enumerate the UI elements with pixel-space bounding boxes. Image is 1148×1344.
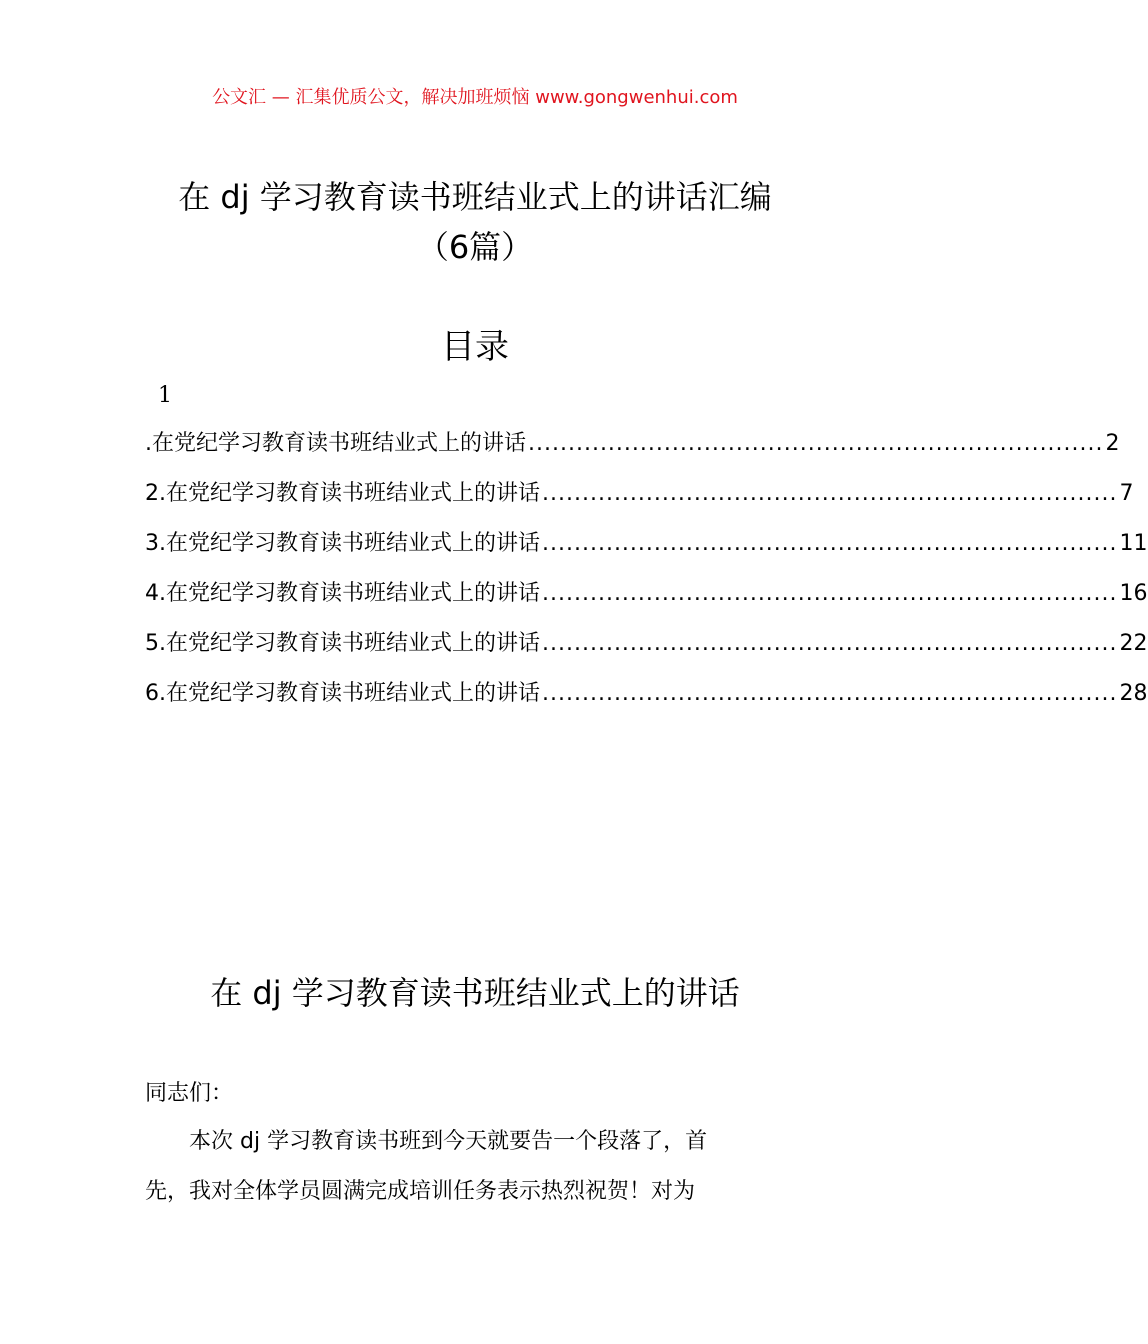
toc-leader-dots: ........................................................................	[542, 681, 1118, 706]
toc-list	[145, 426, 1148, 726]
toc-entry-label: 6.在党纪学习教育读书班结业式上的讲话	[145, 681, 540, 706]
toc-heading: 目录	[441, 327, 509, 367]
toc-leader-dots: ........................................................................	[542, 581, 1118, 606]
toc-leader-dots: ........................................................................	[542, 481, 1118, 506]
salutation: 同志们：	[145, 1081, 234, 1106]
toc-entry[interactable]	[145, 476, 1134, 526]
toc-entry-page: 7	[1119, 481, 1134, 506]
toc-entry-page: 11	[1119, 531, 1148, 556]
toc-entry[interactable]	[145, 576, 1148, 626]
toc-stray-number: 1	[158, 383, 172, 408]
document-title-line1: 在 dj 学习教育读书班结业式上的讲话汇编	[178, 178, 772, 216]
toc-entry-label: .在党纪学习教育读书班结业式上的讲话	[145, 431, 526, 456]
toc-leader-dots: ........................................................................	[528, 431, 1104, 456]
body-paragraph-line: 本次 dj 学习教育读书班到今天就要告一个段落了，首	[189, 1129, 708, 1154]
toc-leader-dots: ........................................................................	[542, 631, 1118, 656]
toc-entry[interactable]	[145, 676, 1148, 726]
toc-entry-label: 3.在党纪学习教育读书班结业式上的讲话	[145, 531, 540, 556]
toc-entry-page: 16	[1119, 581, 1148, 606]
document-title-line2: （6篇）	[416, 228, 534, 266]
section-title: 在 dj 学习教育读书班结业式上的讲话	[210, 974, 740, 1012]
toc-entry-label: 4.在党纪学习教育读书班结业式上的讲话	[145, 581, 540, 606]
toc-entry-label: 2.在党纪学习教育读书班结业式上的讲话	[145, 481, 540, 506]
toc-entry[interactable]	[145, 626, 1148, 676]
watermark-banner: 公文汇 — 汇集优质公文，解决加班烦恼 www.gongwenhui.com	[212, 87, 738, 108]
toc-entry[interactable]	[145, 526, 1148, 576]
toc-entry-page: 22	[1119, 631, 1148, 656]
toc-entry[interactable]	[145, 426, 1120, 476]
toc-entry-label: 5.在党纪学习教育读书班结业式上的讲话	[145, 631, 540, 656]
body-paragraph-line: 先，我对全体学员圆满完成培训任务表示热烈祝贺！对为	[145, 1179, 696, 1204]
toc-entry-page: 2	[1105, 431, 1120, 456]
toc-entry-page: 28	[1119, 681, 1148, 706]
toc-leader-dots: ........................................................................	[542, 531, 1118, 556]
